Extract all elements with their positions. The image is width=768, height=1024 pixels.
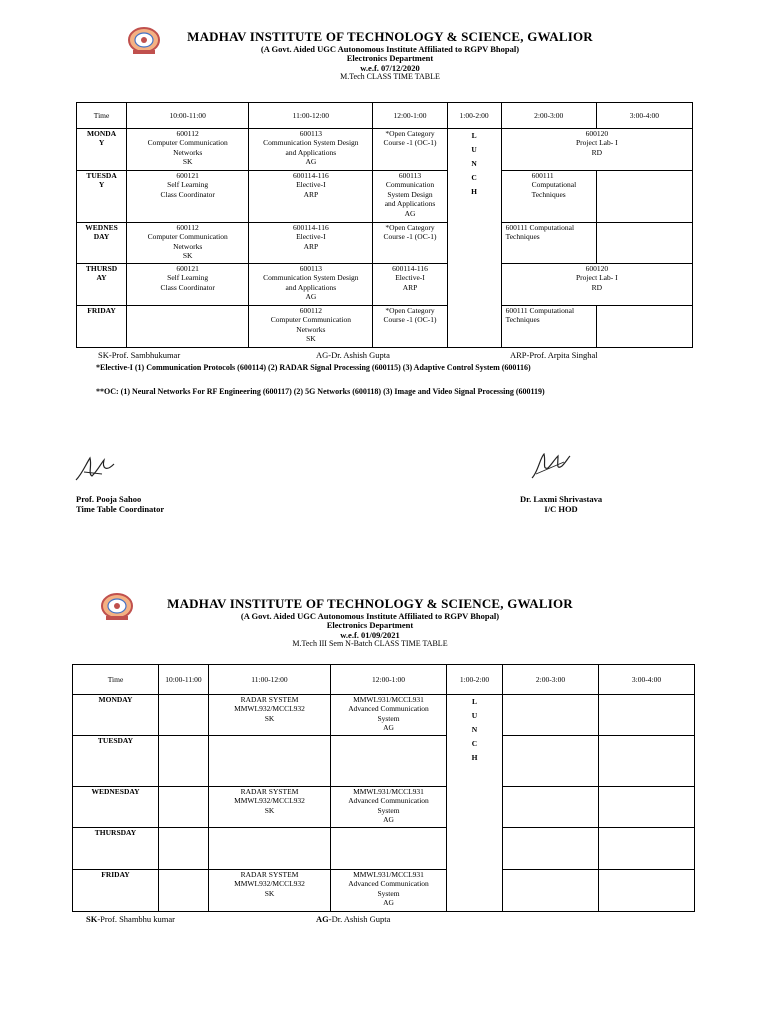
slot-cell	[503, 870, 599, 912]
table-title: M.Tech III Sem N-Batch CLASS TIME TABLE	[292, 639, 448, 649]
empty-cell	[596, 223, 692, 264]
slot-cell	[599, 736, 695, 787]
slot-cell	[159, 828, 209, 870]
lunch-letter: U	[471, 711, 478, 720]
day-cell: TUESDA Y	[77, 171, 127, 223]
slot-cell: 600112 Computer Communication Networks SK	[127, 223, 249, 264]
slot-cell: 600113 Communication System Design and Applications AG	[373, 171, 447, 223]
day-cell: WEDNES DAY	[77, 223, 127, 264]
lunch-letter: H	[471, 187, 478, 196]
signature-right	[528, 448, 574, 482]
slot-cell	[159, 870, 209, 912]
col-2-3: 2:00-3:00	[503, 665, 599, 695]
slot-cell: RADAR SYSTEM MMWL932/MCCL932 SK	[209, 695, 331, 736]
col-1-2: 1:00-2:00	[447, 103, 501, 129]
lunch-cell	[447, 695, 503, 912]
lunch-letter: H	[471, 753, 478, 762]
lunch-letter: N	[471, 725, 478, 734]
col-time: Time	[73, 665, 159, 695]
lunch-letter: U	[471, 145, 477, 154]
empty-cell	[596, 306, 692, 348]
slot-cell	[159, 787, 209, 828]
slot-cell: 600113 Communication System Design and Applications AG	[249, 264, 373, 306]
slot-cell	[127, 306, 249, 348]
institute-title: MADHAV INSTITUTE OF TECHNOLOGY & SCIENCE, GWALIOR	[167, 596, 573, 611]
faculty-name: -Prof. Shambhu kumar	[97, 914, 176, 924]
lunch-letter: C	[471, 739, 478, 748]
table-row	[77, 264, 693, 306]
faculty-ag: AG-Dr. Ashish Gupta	[316, 350, 390, 360]
slot-cell: 600114-116 Elective-I ARP	[373, 264, 447, 306]
col-time: Time	[77, 103, 127, 129]
lunch-letter: L	[471, 131, 477, 140]
header-row	[73, 665, 695, 695]
lunch-letter: C	[471, 173, 477, 182]
faculty-ag	[316, 914, 390, 924]
timetable-grid	[72, 664, 695, 912]
faculty-name: -Dr. Ashish Gupta	[328, 914, 391, 924]
col-11-12: 11:00-12:00	[249, 103, 373, 129]
slot-cell	[209, 736, 331, 787]
col-12-1: 12:00-1:00	[373, 103, 447, 129]
department-name: Electronics Department	[326, 620, 414, 631]
lunch-letter: N	[471, 159, 477, 168]
slot-cell: 600113 Communication System Design and Applications AG	[249, 129, 373, 171]
faculty-code: AG	[316, 914, 329, 924]
col-10-11: 10:00-11:00	[127, 103, 249, 129]
slot-cell: RADAR SYSTEM MMWL932/MCCL932 SK	[209, 787, 331, 828]
timetable-grid	[76, 102, 693, 348]
coordinator-signature-block	[76, 494, 164, 514]
oc-note: **OC: (1) Neural Networks For RF Engineering (600117) (2) 5G Networks (600118) (3) Image and Video Signal Processing (600119)	[96, 387, 545, 396]
slot-cell: 600111 Computational Techniques	[501, 223, 596, 264]
day-cell: MONDAY	[73, 695, 159, 736]
col-3-4: 3:00-4:00	[596, 103, 692, 129]
day-cell: FRIDAY	[73, 870, 159, 912]
slot-cell	[503, 787, 599, 828]
slot-cell	[599, 828, 695, 870]
faculty-sk: SK-Prof. Sambhukumar	[98, 350, 181, 360]
effective-date: w.e.f. 01/09/2021	[340, 629, 400, 640]
slot-cell: 600114-116 Elective-I ARP	[249, 171, 373, 223]
header-row	[77, 103, 693, 129]
hod-signature-block	[520, 494, 602, 514]
hod-name: Dr. Laxmi Shrivastava	[520, 494, 603, 504]
day-cell: FRIDAY	[77, 306, 127, 348]
col-3-4: 3:00-4:00	[599, 665, 695, 695]
col-2-3: 2:00-3:00	[501, 103, 596, 129]
table-row	[73, 695, 695, 736]
lunch-letter: L	[471, 697, 477, 706]
day-cell: WEDNESDAY	[73, 787, 159, 828]
slot-cell	[331, 828, 447, 870]
day-cell: TUESDAY	[73, 736, 159, 787]
slot-cell: 600121 Self Learning Class Coordinator	[127, 264, 249, 306]
table-row	[73, 828, 695, 870]
table-row	[73, 870, 695, 912]
slot-cell	[331, 736, 447, 787]
empty-cell	[596, 171, 692, 223]
slot-cell: MMWL931/MCCL931 Advanced Communication System AG	[331, 787, 447, 828]
col-12-1: 12:00-1:00	[331, 665, 447, 695]
col-11-12: 11:00-12:00	[209, 665, 331, 695]
slot-cell	[599, 787, 695, 828]
coordinator-name: Prof. Pooja Sahoo	[76, 494, 142, 504]
slot-cell: 600114-116 Elective-I ARP	[249, 223, 373, 264]
day-cell: THURSD AY	[77, 264, 127, 306]
signature-left	[72, 452, 118, 486]
day-cell: THURSDAY	[73, 828, 159, 870]
table-row	[73, 787, 695, 828]
slot-cell: *Open Category Course -1 (OC-1)	[373, 129, 447, 171]
slot-cell: RADAR SYSTEM MMWL932/MCCL932 SK	[209, 870, 331, 912]
header-block	[150, 30, 630, 82]
slot-cell	[159, 695, 209, 736]
table-title: M.Tech CLASS TIME TABLE	[340, 72, 440, 82]
slot-cell	[599, 695, 695, 736]
table-row	[77, 223, 693, 264]
slot-cell	[503, 736, 599, 787]
slot-cell: 600112 Computer Communication Networks SK	[127, 129, 249, 171]
slot-cell: 600120 Project Lab- I RD	[501, 129, 692, 171]
slot-cell: MMWL931/MCCL931 Advanced Communication System AG	[331, 695, 447, 736]
slot-cell	[503, 695, 599, 736]
table-row	[77, 306, 693, 348]
faculty-arp: ARP-Prof. Arpita Singhal	[510, 350, 598, 360]
header-block	[130, 597, 610, 649]
hod-role: I/C HOD	[544, 504, 578, 515]
elective-note: *Elective-I (1) Communication Protocols (600114) (2) RADAR Signal Processing (600115) (3) Adaptive Control System (600116)	[96, 363, 531, 372]
slot-cell	[159, 736, 209, 787]
slot-cell: MMWL931/MCCL931 Advanced Communication System AG	[331, 870, 447, 912]
slot-cell: *Open Category Course -1 (OC-1)	[373, 306, 447, 348]
slot-cell	[503, 828, 599, 870]
table-row	[73, 736, 695, 787]
slot-cell	[209, 828, 331, 870]
slot-cell: 600120 Project Lab- I RD	[501, 264, 692, 306]
day-cell: MONDA Y	[77, 129, 127, 171]
slot-cell: 600111 Computational Techniques	[501, 171, 596, 223]
lunch-cell	[447, 129, 501, 348]
col-1-2: 1:00-2:00	[447, 665, 503, 695]
department-name: Electronics Department	[346, 53, 434, 64]
col-10-11: 10:00-11:00	[159, 665, 209, 695]
slot-cell: 600111 Computational Techniques	[501, 306, 596, 348]
faculty-code: SK	[86, 914, 98, 924]
institute-subtitle: (A Govt. Aided UGC Autonomous Institute Affiliated to RGPV Bhopal)	[260, 43, 520, 54]
table-row	[77, 129, 693, 171]
slot-cell: *Open Category Course -1 (OC-1)	[373, 223, 447, 264]
faculty-sk	[86, 914, 175, 924]
institute-title: MADHAV INSTITUTE OF TECHNOLOGY & SCIENCE, GWALIOR	[187, 29, 593, 44]
institute-subtitle: (A Govt. Aided UGC Autonomous Institute Affiliated to RGPV Bhopal)	[240, 610, 500, 621]
slot-cell	[599, 870, 695, 912]
table-row	[77, 171, 693, 223]
effective-date: w.e.f. 07/12/2020	[360, 62, 420, 73]
coordinator-role: Time Table Coordinator	[76, 504, 165, 515]
slot-cell: 600121 Self Learning Class Coordinator	[127, 171, 249, 223]
slot-cell: 600112 Computer Communication Networks SK	[249, 306, 373, 348]
